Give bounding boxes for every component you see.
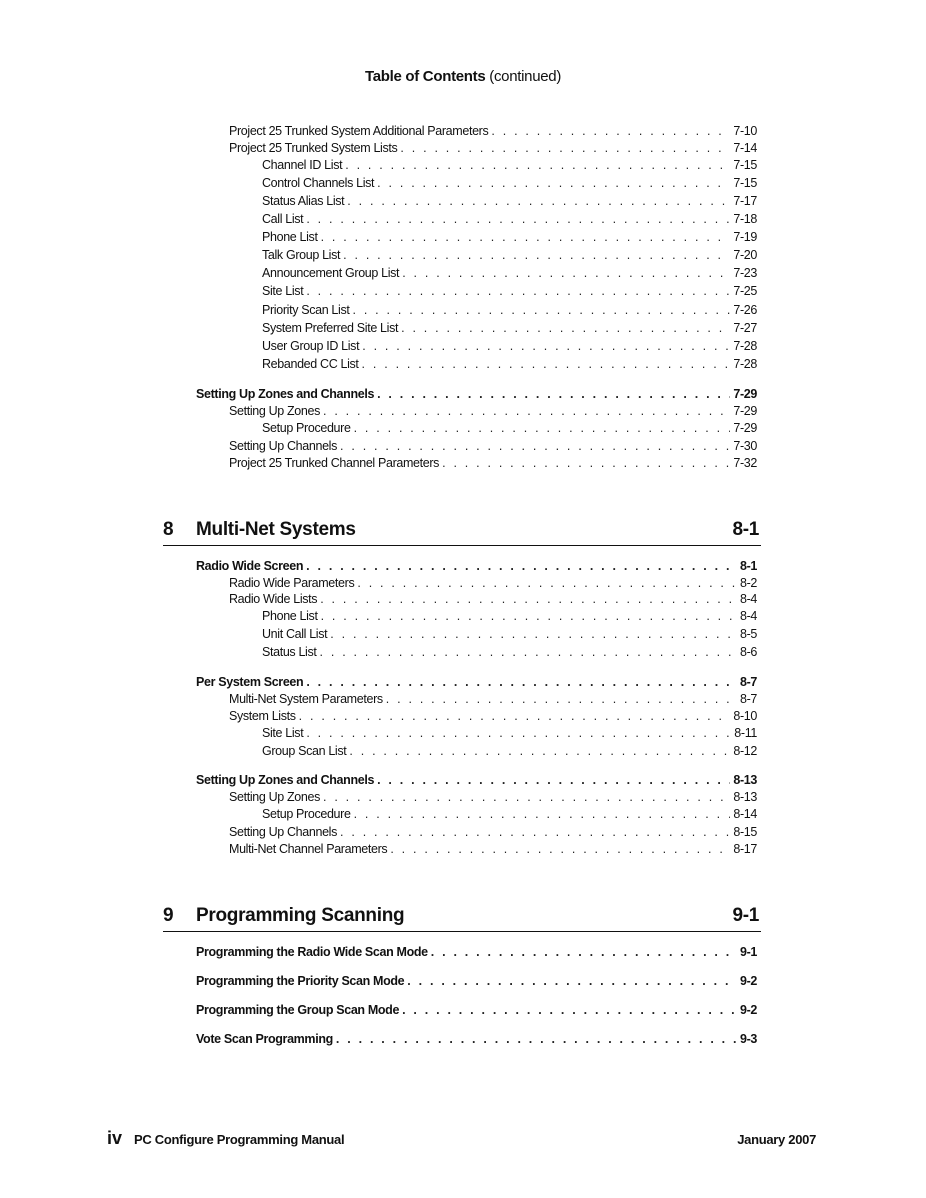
toc-entry[interactable] (262, 806, 757, 822)
toc-entry[interactable] (229, 403, 757, 419)
toc-dot-leader (340, 438, 730, 454)
toc-entry-title: Group Scan List (262, 744, 347, 758)
toc-entry-title: Phone List (262, 609, 318, 623)
toc-dot-leader (401, 320, 730, 336)
toc-entry-title: System Preferred Site List (262, 321, 399, 335)
footer-manual-title: PC Configure Programming Manual (134, 1132, 345, 1147)
toc-entry-page: 8-4 (739, 609, 757, 623)
toc-entry-page: 7-19 (733, 230, 757, 244)
toc-entry[interactable] (262, 193, 757, 209)
chapter-page: 8-1 (732, 519, 759, 540)
chapter-number: 8 (163, 519, 174, 540)
toc-entry-title: Project 25 Trunked System Additional Parameters (229, 124, 489, 138)
toc-entry-title: Setting Up Zones (229, 404, 320, 418)
page-footer (0, 1128, 926, 1152)
toc-entry-page: 8-15 (733, 825, 757, 839)
chapter-page: 9-1 (732, 905, 759, 926)
toc-dot-leader (306, 725, 731, 741)
toc-entry-title: Vote Scan Programming (196, 1032, 333, 1046)
toc-dot-leader (321, 229, 731, 245)
toc-entry-title: Radio Wide Parameters (229, 576, 355, 590)
toc-dot-leader (299, 708, 731, 724)
toc-dot-leader (400, 140, 730, 156)
toc-entry-page: 7-29 (733, 387, 757, 401)
toc-entry-title: Control Channels List (262, 176, 375, 190)
toc-dot-leader (306, 558, 737, 574)
toc-entry[interactable] (262, 211, 757, 227)
toc-entry-title: Programming the Group Scan Mode (196, 1003, 400, 1017)
page-title-main: Table of Contents (364, 68, 486, 85)
toc-entry-page: 8-11 (734, 726, 757, 740)
toc-entry-page: 8-5 (739, 627, 757, 641)
toc-entry[interactable] (196, 674, 757, 690)
toc-entry-page: 7-10 (733, 124, 757, 138)
toc-entry-page: 7-29 (733, 421, 757, 435)
toc-entry-page: 7-17 (733, 194, 757, 208)
toc-entry[interactable] (262, 265, 757, 281)
toc-entry-title: Setting Up Channels (229, 439, 338, 453)
toc-entry-title: Phone List (262, 230, 318, 244)
toc-entry-title: Setting Up Channels (229, 825, 338, 839)
toc-entry-page: 8-10 (733, 709, 757, 723)
toc-entry[interactable] (229, 455, 757, 471)
toc-dot-leader (306, 674, 737, 690)
toc-entry-page: 8-6 (739, 645, 757, 659)
toc-dot-leader (336, 1031, 737, 1047)
toc-entry-title: Multi-Net System Parameters (229, 692, 383, 706)
toc-entry[interactable] (262, 320, 757, 336)
toc-entry[interactable] (262, 743, 757, 759)
toc-dot-leader (320, 644, 737, 660)
toc-entry-page: 7-26 (733, 303, 757, 317)
toc-entry-page: 9-3 (739, 1032, 757, 1046)
toc-entry-page: 7-20 (733, 248, 757, 262)
toc-entry[interactable] (196, 386, 757, 402)
toc-dot-leader (357, 575, 737, 591)
toc-dot-leader (362, 356, 731, 372)
chapter-number: 9 (163, 905, 174, 926)
toc-entry-title: Site List (262, 284, 304, 298)
toc-entry[interactable] (229, 789, 757, 805)
toc-entry-page: 7-28 (733, 357, 757, 371)
toc-dot-leader (320, 591, 737, 607)
toc-dot-leader (491, 123, 730, 139)
toc-entry-page: 8-7 (739, 675, 757, 689)
toc-dot-leader (345, 157, 730, 173)
toc-entry-page: 8-13 (733, 790, 757, 804)
toc-entry-page: 9-2 (739, 1003, 757, 1017)
footer-page-number: iv (107, 1128, 123, 1148)
toc-entry-title: Project 25 Trunked System Lists (229, 141, 398, 155)
toc-entry-page: 7-32 (733, 456, 757, 470)
toc-dot-leader (402, 265, 730, 281)
toc-entry[interactable] (262, 338, 757, 354)
page-title-suffix: (continued) (489, 68, 562, 85)
toc-entry-title: Setup Procedure (262, 421, 351, 435)
toc-entry-page: 7-15 (733, 176, 757, 190)
toc-dot-leader (442, 455, 730, 471)
toc-entry-title: Setting Up Zones (229, 790, 320, 804)
toc-entry[interactable] (196, 973, 757, 989)
toc-entry[interactable] (262, 175, 757, 191)
toc-dot-leader (323, 403, 730, 419)
toc-entry-page: 9-1 (739, 945, 757, 959)
toc-entry-page: 8-14 (733, 807, 757, 821)
toc-entry-title: Setup Procedure (262, 807, 351, 821)
toc-dot-leader (362, 338, 730, 354)
toc-entry-title: Channel ID List (262, 158, 343, 172)
toc-entry[interactable] (196, 944, 757, 960)
toc-entry-title: Setting Up Zones and Channels (196, 387, 375, 401)
toc-dot-leader (354, 806, 731, 822)
footer-date: January 2007 (737, 1132, 816, 1147)
toc-entry-page: 7-29 (733, 404, 757, 418)
toc-entry[interactable] (196, 1031, 757, 1047)
toc-entry-title: Unit Call List (262, 627, 328, 641)
toc-entry[interactable] (229, 575, 757, 591)
toc-entry[interactable] (196, 558, 757, 574)
toc-entry-title: Call List (262, 212, 304, 226)
toc-entry-title: Project 25 Trunked Channel Parameters (229, 456, 440, 470)
toc-entry-title: Announcement Group List (262, 266, 400, 280)
toc-dot-leader (377, 175, 730, 191)
toc-entry-title: Site List (262, 726, 304, 740)
toc-entry[interactable] (229, 140, 757, 156)
toc-entry-title: Radio Wide Lists (229, 592, 318, 606)
toc-dot-leader (377, 386, 730, 402)
toc-dot-leader (354, 420, 731, 436)
toc-entry-title: Radio Wide Screen (196, 559, 304, 573)
chapter-heading-8[interactable] (163, 515, 761, 546)
toc-entry-page: 7-28 (733, 339, 757, 353)
toc-dot-leader (330, 626, 737, 642)
toc-dot-leader (377, 772, 730, 788)
toc-entry[interactable] (262, 356, 757, 372)
toc-dot-leader (306, 211, 730, 227)
toc-dot-leader (386, 691, 737, 707)
toc-entry-title: Per System Screen (196, 675, 304, 689)
toc-entry[interactable] (262, 157, 757, 173)
toc-entry-title: Talk Group List (262, 248, 341, 262)
toc-entry[interactable] (229, 824, 757, 840)
toc-dot-leader (431, 944, 737, 960)
toc-entry[interactable] (262, 283, 757, 299)
toc-entry-page: 8-7 (739, 692, 757, 706)
toc-entry-page: 9-2 (739, 974, 757, 988)
toc-dot-leader (407, 973, 737, 989)
toc-entry-title: System Lists (229, 709, 296, 723)
toc-entry-page: 8-12 (733, 744, 757, 758)
page-title (0, 68, 926, 85)
toc-entry-page: 7-15 (733, 158, 757, 172)
toc-dot-leader (343, 247, 730, 263)
toc-entry-title: Programming the Radio Wide Scan Mode (196, 945, 428, 959)
chapter-title: Multi-Net Systems (196, 519, 356, 540)
toc-entry[interactable] (262, 725, 757, 741)
toc-entry[interactable] (229, 591, 757, 607)
toc-dot-leader (402, 1002, 737, 1018)
toc-entry[interactable] (229, 123, 757, 139)
toc-entry-title: Priority Scan List (262, 303, 350, 317)
toc-entry[interactable] (229, 841, 757, 857)
toc-dot-leader (352, 302, 730, 318)
toc-dot-leader (306, 283, 730, 299)
chapter-title: Programming Scanning (196, 905, 405, 926)
toc-entry-page: 8-2 (739, 576, 757, 590)
toc-entry-page: 7-14 (733, 141, 757, 155)
toc-entry[interactable] (262, 644, 757, 660)
toc-entry-page: 7-18 (733, 212, 757, 226)
toc-entry[interactable] (262, 420, 757, 436)
chapter-heading-9[interactable] (163, 901, 761, 932)
toc-entry-page: 8-1 (739, 559, 757, 573)
toc-entry[interactable] (229, 708, 757, 724)
toc-entry-page: 7-25 (733, 284, 757, 298)
toc-entry[interactable] (262, 302, 757, 318)
toc-entry-title: Programming the Priority Scan Mode (196, 974, 405, 988)
toc-entry-title: User Group ID List (262, 339, 360, 353)
toc-entry-title: Status Alias List (262, 194, 345, 208)
toc-entry[interactable] (262, 608, 757, 624)
toc-entry-page: 8-13 (733, 773, 757, 787)
toc-entry-page: 8-17 (733, 842, 757, 856)
toc-entry[interactable] (262, 626, 757, 642)
toc-dot-leader (347, 193, 730, 209)
toc-entry[interactable] (229, 438, 757, 454)
toc-entry[interactable] (229, 691, 757, 707)
toc-entry-page: 7-27 (733, 321, 757, 335)
toc-entry[interactable] (196, 772, 757, 788)
toc-entry-title: Rebanded CC List (262, 357, 359, 371)
toc-dot-leader (349, 743, 730, 759)
toc-entry-page: 7-30 (733, 439, 757, 453)
toc-entry-page: 7-23 (733, 266, 757, 280)
toc-entry[interactable] (196, 1002, 757, 1018)
toc-dot-leader (390, 841, 730, 857)
toc-dot-leader (340, 824, 730, 840)
toc-entry[interactable] (262, 229, 757, 245)
toc-dot-leader (323, 789, 730, 805)
toc-entry-title: Setting Up Zones and Channels (196, 773, 375, 787)
toc-entry[interactable] (262, 247, 757, 263)
toc-entry-page: 8-4 (739, 592, 757, 606)
toc-entry-title: Multi-Net Channel Parameters (229, 842, 388, 856)
toc-dot-leader (321, 608, 737, 624)
toc-entry-title: Status List (262, 645, 317, 659)
